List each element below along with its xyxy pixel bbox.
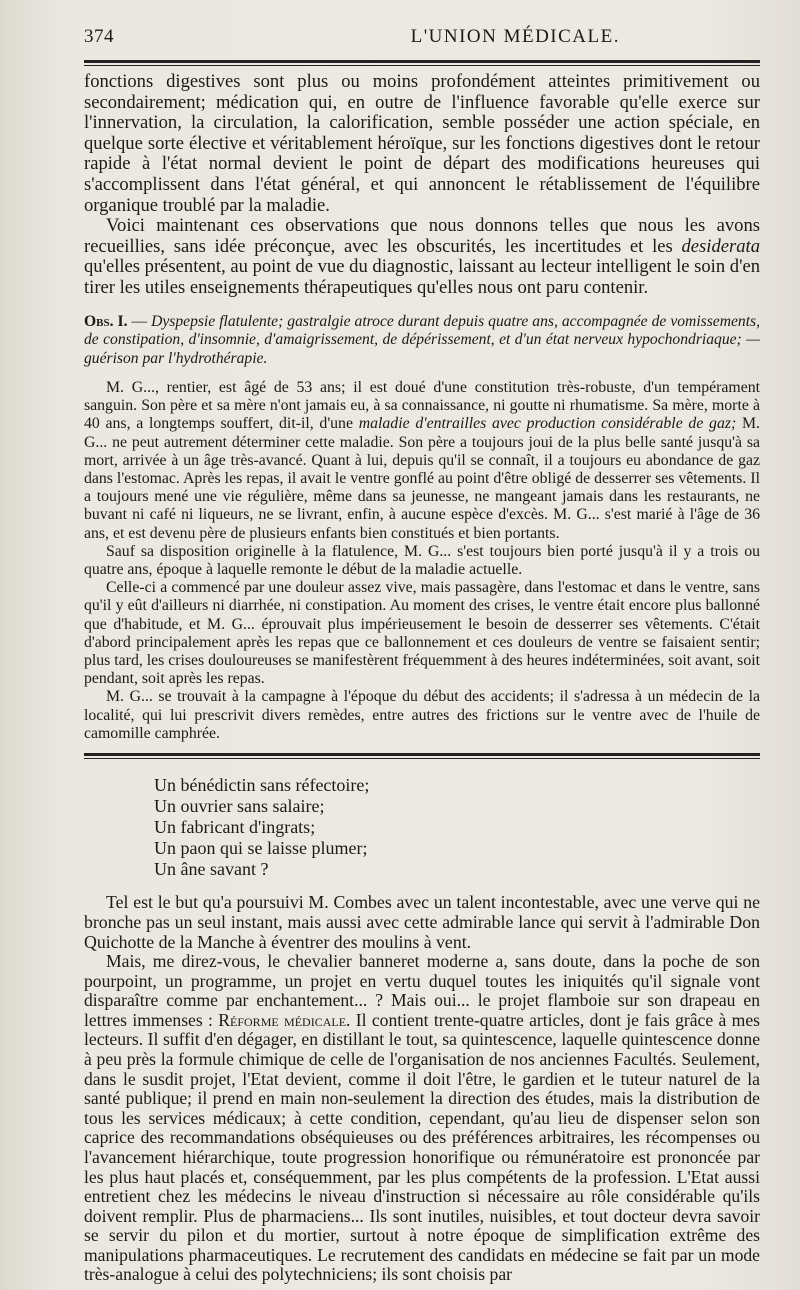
case-paragraph-1 xyxy=(84,379,760,543)
verse-line: Un bénédictin sans réfectoire; xyxy=(154,774,370,795)
feuilleton-paragraph-2-end: Il contient trente-quatre articles, dont je fais grâce à mes lecteurs. Il suffit d'en dégager, en distillant le tout, sa quintescence, laquelle quintescence donne à peu près la formule chimique de celle de l'organisation de nos anciennes Facultés. Seulement, dans le susdit projet, l'Etat devient, comme il doit l'être, le gardien et le tuteur naturel de la santé publique; il prend en main non-seulement la direction des études, mais la distribution de tous les services médicaux; à cette condition, cependant, qu'au lieu de dispenser selon son caprice des recommandations obséquieuses ou des préférences arbitraires, les récompenses ou l'avancement hiérarchique, toute progression honorifique ou rémunératoire est prononcée par les plus haut placés et, conséquemment, par les plus compétents de la profession. L'Etat aussi entretient chez les médecins le niveau d'instruction si nécessaire au rôle considérable qu'ils doivent remplir. Plus de pharmaciens... Ils sont inutiles, nuisibles, et tout docteur devra savoir se servir du pilon et du mortier, surtout à notre époque de simplification extrême des manipulations pharmaceutiques. Le recrutement des candidats en médecine se fait par un mode très-analogue à celui des polytechniciens; ils sont choisis par xyxy=(84,1009,760,1285)
verse-line: Un fabricant d'ingrats; xyxy=(154,816,316,837)
page-number: 374 xyxy=(84,26,114,47)
case-paragraph-3: Celle-ci a commencé par une douleur assez vive, mais passagère, dans l'estomac et dans le ventre, sans qu'il y eût d'ailleurs ni diarrhée, ni constipation. Au moment des crises, le ventre était encore plus ballonné que d'habitude, et M. G... éprouvait plus impérieusement le besoin de desserrer ses vêtements. C'était d'abord principalement après les repas que ce ballonnement et ces douleurs de ventre se faisaient sentir; plus tard, les crises douloureuses se manifestèrent fréquemment à des heures indéterminées, soit avant, soit pendant, soit après les repas. xyxy=(84,579,760,688)
verse-line: Un paon qui se laisse plumer; xyxy=(154,837,368,858)
case-paragraph-1-italic: maladie d'entrailles avec production considérable de gaz; xyxy=(358,415,737,433)
desiderata-term: desiderata xyxy=(681,235,760,257)
feuilleton-rule xyxy=(84,753,760,759)
case-paragraph-1-end: M. G... ne peut autrement déterminer cette maladie. Son père a toujours joui de la plus belle santé jusqu'à sa mort, arrivée à un âge très-avancé. Quant à lui, depuis qu'il se connaît, il a toujours eu abondance de gaz dans l'estomac. Après les repas, il avait le ventre gonflé au point d'être obligé de desserrer ses vêtements. Il a toujours mené une vie régulière, même dans sa jeunesse, ne mangeant jamais dans les restaurants, ne buvant ni café ni liqueurs, ne se livrant, enfin, à aucune espèce d'excès. M. G... s'est marié à l'âge de 36 ans, et est devenu père de plusieurs enfants bien constitués et bien portants. xyxy=(84,415,760,542)
intro-paragraph-2 xyxy=(84,216,760,298)
intro-paragraph-1: fonctions digestives sont plus ou moins profondément atteintes primitivement ou secondairement; médication qui, en outre de l'influence favorable qu'elle exerce sur l'innervation, la circulation, la calorification, semble posséder une action spéciale, en quelque sorte élective et véritablement héroïque, sur les fonctions digestives dont le retour rapide à l'état normal devient le point de départ des modifications heureuses qui s'accomplissent dans l'état général, et qui annoncent le rétablissement de l'équilibre organique troublé par la maladie. xyxy=(84,71,760,216)
feuilleton-paragraph-2-start: Mais, me direz-vous, le chevalier banneret moderne a, sans doute, dans la poche de son pourpoint, un programme, un projet en vertu duquel toutes les iniquités qu'il signale vont disparaître comme par enchantement... ? Mais oui... le projet flamboie sur son drapeau en lettres immenses : xyxy=(84,950,760,1030)
observation-title: Dyspepsie flatulente; gastralgie atroce durant depuis quatre ans, accompagnée de vomissements, de constipation, d'insomnie, d'amaigrissement, de dépérissement, et d'un état nerveux hypochondriaque; — guérison par l'hydrothérapie. xyxy=(84,312,760,368)
intro-paragraph-2-end: qu'elles présentent, au point de vue du diagnostic, laissant au lecteur intelligent le soin d'en tirer les utiles enseignements thérapeutiques qu'elles nous ont paru contenir. xyxy=(84,256,760,298)
feuilleton-paragraph-1: Tel est le but qu'a poursuivi M. Combes avec un talent incontestable, avec une verve qui ne bronche pas un seul instant, mais aussi avec cette admirable lance qui servit à l'admirable Don Quichotte de la Manche à éventrer des moulins à vent. xyxy=(84,891,760,952)
verse-block xyxy=(154,775,760,880)
reform-title: Réforme médicale. xyxy=(218,1009,351,1030)
case-paragraph-1-start: M. G..., rentier, est âgé de 53 ans; il est doué d'une constitution très-robuste, d'un tempérament sanguin. Son père et sa mère n'ont jamais eu, à sa connaissance, ni goutte ni rhumatisme. Sa mère, morte à 40 ans, a longtemps souffert, dit-il, d'une xyxy=(84,378,760,433)
feuilleton-paragraph-2 xyxy=(84,952,760,1285)
intro-paragraph-2-start: Voici maintenant ces observations que nous donnons telles que nous les avons recueillies, sans idée préconçue, avec les obscurités, les incertitudes et les xyxy=(84,215,760,257)
observation-dash: — xyxy=(127,312,152,330)
observation-heading xyxy=(84,313,760,369)
header-rule xyxy=(84,60,760,66)
case-paragraph-4: M. G... se trouvait à la campagne à l'époque du début des accidents; il s'adressa à un médecin de la localité, qui lui prescrivit divers remèdes, entre autres des frictions sur le ventre avec de l'huile de camomille camphrée. xyxy=(84,688,760,742)
verse-line: Un ouvrier sans salaire; xyxy=(154,795,325,816)
observation-number: Obs. I. xyxy=(84,312,128,330)
case-paragraph-2: Sauf sa disposition originelle à la flatulence, M. G... s'est toujours bien porté jusqu'à il y a trois ou quatre ans, époque à laquelle remonte le début de la maladie actuelle. xyxy=(84,542,760,578)
page-header xyxy=(84,26,760,56)
verse-line: Un âne savant ? xyxy=(154,858,269,879)
running-head: L'UNION MÉDICALE. xyxy=(410,26,620,47)
